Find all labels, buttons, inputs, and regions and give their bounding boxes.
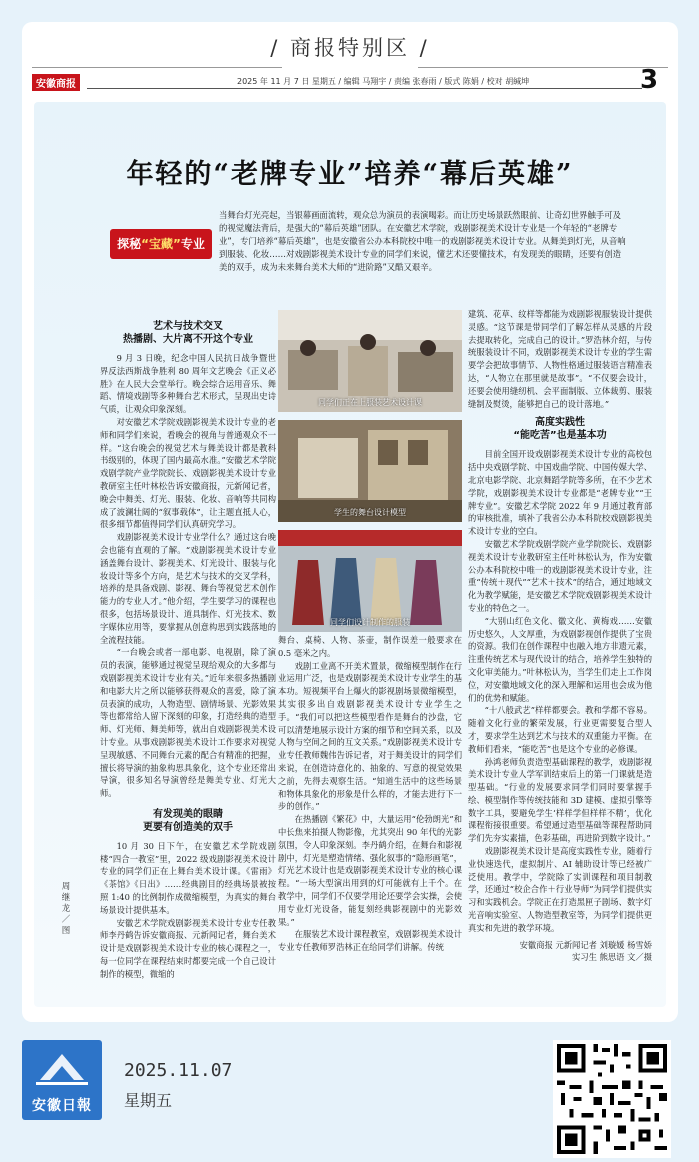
logo-emblem-icon (22, 1040, 102, 1095)
subheading-line: 艺术与技术交叉 (153, 321, 223, 332)
column-1 (100, 320, 276, 981)
logo-text: 安徽日報 (32, 1098, 92, 1114)
subheading (468, 416, 652, 442)
paragraph: 安徽艺术学院戏剧影视美术设计专业专任教师李丹鹤告诉安徽商报、元新闻记者，舞台美术设计是戏剧影视美术设计专业的核心课程之一，每一位同学在课程结束时都要完成一个自己设计制作的模型，微缩的 (100, 917, 276, 979)
paragraph: 戏剧影视美术设计是高度实践性专业，随着行业快速迭代，虚拟制片、AI 辅助设计等已经被广泛使用。教学中，学院除了实训课程和项目制教学，还通过“校企合作＋行业导师”为同学们提供实习和实践机会。学院正在打造黑匣子剧场、数字灯光音响实验室、人物造型教室等，为同学们提供更真实和先进的教学环境。 (468, 846, 652, 933)
tag-post: 专业 (180, 237, 205, 251)
masthead-meta: 2025 年 11 月 7 日 星期五 / 编辑 马翔宇 / 责编 张春雨 / 版式 陈娟 / 校对 胡缄坤 (237, 77, 530, 86)
photo-stage-model (278, 420, 462, 522)
paragraph: 舞台、桌椅、人物、茶壶，制作误差一般要求在 0.5 毫米之内。 (278, 635, 462, 658)
column-2 (278, 634, 462, 954)
qr-code[interactable] (553, 1040, 671, 1158)
qr-code-icon (553, 1040, 671, 1158)
footer-weekday: 星期五 (124, 1091, 173, 1110)
column-3 (468, 308, 652, 964)
paragraph: “大别山红色文化、徽文化、黄梅戏……安徽历史悠久，人文厚重，为戏剧影视创作提供了宝贵的资源。我们在创作课程中也融入地方非遗元素，注重传统艺术与现代设计的结合，培养学生独特的文化审美能力。”叶林松认为，当学生们走上工作岗位，对安徽地域文化的深入理解和运用也会成为他们的优势和赋能。 (468, 615, 652, 703)
page-number: 3 (640, 65, 659, 95)
paragraph: 孙鸿老师负责造型基础课程的教学，戏剧影视美术设计专业人学军训结束后上的第一门课就是造型基础。“行业的发展要求同学们同时要掌握手绘、模型制作等传统技能和 3D 建模、虚拟引擎等数字工具，要避免学生‘样样学但样样不精’，优化课程衔接很重要。希望通过造型基础等课程帮助同学们先夯实素描，色彩基础，再进阶到数字设计。” (468, 756, 652, 844)
byline-line: 安徽商报 元新闻记者 刘璇媛 杨雪娇 (519, 939, 652, 950)
paper-logo: 安徽商报 (32, 74, 80, 91)
paragraph: 10 月 30 日下午，在安徽艺术学院戏剧楼“四合一教室”里，2022 级戏剧影视美术设计专业的同学们正在上舞台美术设计课。《雷雨》《茶馆》《日出》……经典剧目的经典场景被按照 1:40 的比例制作成微缩模型，为真实的舞台场景设计提供基本。 (100, 840, 276, 915)
byline-line: 实习生 熊思语 文／摄 (572, 952, 652, 963)
paragraph: 在服装艺术设计课程教室，戏剧影视美术设计专业专任教师罗浩林正在给同学们讲解。传统 (278, 929, 462, 953)
paragraph: 9 月 3 日晚，纪念中国人民抗日战争暨世界反法西斯战争胜利 80 周年文艺晚会《正义必胜》在人民大会堂举行。晚会综合运用音乐、舞蹈、情境戏剧等多种舞台艺术形式，呈现出史诗气质，让观众印象深刻。 (100, 353, 276, 415)
photo-caption: 学生的舞台设计模型 (334, 508, 406, 517)
masthead-rule (87, 88, 642, 89)
tag-pre: 探秘 (117, 237, 142, 251)
paragraph: 目前全国开设戏剧影视美术设计专业的高校包括中央戏剧学院、中国戏曲学院、中国传媒大学、北京电影学院、北京舞蹈学院等多所，在不少艺术学院，戏剧影视美术设计专业都是“老牌专业”“王牌专业”。安徽艺术学院 2022 年 9 月通过教育部的审核批准，填补了我省公办本科院校戏剧影视美术设计专业的空白。 (468, 449, 652, 537)
subheading-line: 更要有创造美的双手 (143, 821, 233, 833)
newspaper-page (34, 102, 666, 1007)
footer-date: 2025.11.07 (124, 1060, 233, 1081)
paragraph: 对安徽艺术学院戏剧影视美术设计专业的老师和同学们来说，看晚会的视角与普通观众不一样。“这台晚会的视觉艺术与舞美设计都是教科书级别的，体现了国内最高水准。”安徽艺术学院戏剧学院产业学院院长、戏剧影视美术设计专业教研室主任叶林松告诉安徽商报，元新闻记者，晚会中舞美、灯光、服装、化妆、音响等共同构成了波澜壮阔的“叙事载体”，让主题直抵人心，很多细节都值得同学们认真研究学习。 (100, 416, 276, 530)
subheading-line: 热播剧、大片离不开这个专业 (123, 334, 253, 345)
lead-paragraph: 当舞台灯光亮起，当银幕画面流转，观众总为演员的表演喝彩。而让历史场景跃然眼前、让奇幻世界触手可及的视觉魔法背后，是强大的“幕后英雄”团队。在安徽艺术学院，戏剧影视美术设计专业是一个年轻的“老牌专业”，专门培养“幕后英雄”，也是安徽省公办本科院校中唯一的戏剧影视美术设计专业。从舞美到灯光，从音响到服装、化妆……对戏剧影视美术设计专业的同学们来说，懂艺术还要懂技术，有发现美的眼睛，还要有创造美的双手，成为未来舞台美术大师的“进阶路”又酷又艰辛。 (219, 210, 626, 272)
page-card (22, 22, 678, 1022)
section-title: / 商报特别区 / (270, 36, 430, 60)
subheading-line: “能吃苦”也是基本功 (513, 430, 607, 442)
paragraph: 建筑、花草、纹样等都能为戏剧影视服装设计提供灵感。“这节课是带同学们了解怎样从灵感的片段去提取转化，完成自己的设计。”罗浩林介绍，与传统服装设计不同，戏剧影视美术设计专业的学生需要学会把故事情节、人物性格通过服装语言精准表达，“人物立在那里就是故事”。“不仅要会设计，还要会使用缝纫机、会平面制版、立体裁剪、服装缝制及熨烫，能够把自己的设计落地。” (468, 309, 652, 409)
byline (468, 939, 652, 965)
paragraph: 在热播剧《繁花》中，大量运用“伦勃朗光”和中长焦来拍摄人物影像，尤其突出 90 年代的光影氛围，令人印象深刻。李丹鹤介绍，在舞台和影视剧中，灯光是塑造情绪、强化叙事的“隐形画笔”，灯光艺术设计也是戏剧影视美术设计专业的核心课程。“一场大型演出用到的灯可能就有上千个。在教学中，同学们不仅要学用论还要学会实操，会使用专业灯光设备，能复刻经典影视剧中的光影效果。” (278, 814, 462, 927)
paragraph: 戏剧影视美术设计专业学什么？通过这台晚会也能有直观的了解。“戏剧影视美术设计专业涵盖舞台设计、影视美术、灯光设计、服装与化妆设计等多个方向，是艺术与技术的交叉学科，培养的是具备戏剧、影视、舞台等视觉艺术创作能力的专业人才。”他介绍，学生要学习的课程也很多，包括场景设计、道具制作、灯光技术、数字媒体应用等，要掌握从创意构思到实践落地的全流程技能。 (100, 532, 276, 645)
paragraph: “十八般武艺”样样都要会。教和学都不容易。随着文化行业的繁荣发展，行业更需要复合型人才，要求学生达到艺术与技术的双重能力平衡。在教师们看来，“能吃苦”也是这个专业的必修课。 (468, 705, 652, 754)
photo-credit-vertical: 周继龙／图 (61, 882, 71, 936)
photo-costume-class (278, 310, 462, 412)
headline: 年轻的“老牌专业”培养“幕后英雄” (126, 159, 574, 190)
paragraph: “一台晚会或者一部电影、电视剧，除了演员的表演，能够通过视觉呈现给观众的大多都与戏剧影视美术设计专业有关。”近年来很多热播剧和电影大片之所以能够获得观众的喜爱，除了演员表演的成功，人物造型、剧情场景、光影效果等也都常给人留下深刻的印象，打造经典的造型师、灯光师、舞美师等，就出自戏剧影视美术设计专业。从事戏剧影视美术设计工作要求对视觉呈现敏感、不同舞台元素的配合有精准的把握，擅长将导演的抽象构思具象化，这个专业还常出导演，很多知名导演曾经是舞美专业、灯光大师。 (100, 647, 276, 799)
subheading-line: 高度实践性 (535, 417, 585, 429)
photo-caption: 同学们正在上服装艺术设计课 (318, 398, 422, 407)
paragraph: 戏剧工业离不开美术置景，微缩模型制作在行业运用广泛，也是戏剧影视美术设计专业学生的基本功。短视频平台上爆火的影视剧场景微缩模型，其实很多出自戏剧影视美术设计专业学生之手。“我们可以把这些模型看作是舞台的沙盘，它可以清楚地展示设计方案的细节和空间关系，以及人物与空间之间的互文关系。”戏剧影视美术设计专业专任教师魏伟告诉记者，对于舞美设计的同学们来说，在创造诗意化的、抽象的、写意的视觉效果之前，先得去观察生活。“知道生活中的这些场景和物体具象化的形象是什么样的，才能去进行下一步的创作。” (278, 660, 462, 812)
anhui-daily-logo (22, 1040, 102, 1120)
divider (418, 67, 668, 68)
divider (32, 67, 282, 68)
subheading (100, 808, 276, 834)
topic-tag (110, 229, 212, 259)
tag-highlight: “宝藏” (141, 237, 181, 251)
masthead (32, 65, 659, 95)
paragraph: 安徽艺术学院戏剧学院产业学院院长、戏剧影视美术设计专业教研室主任叶林松认为，作为安徽公办本科院校中唯一的戏剧影视美术设计专业，注重“传统＋现代”“艺术＋技术”的结合，通过地域文化为教学赋能，是安徽艺术学院戏剧影视美术设计专业的特色之一。 (468, 538, 652, 613)
subheading-line: 有发现美的眼睛 (153, 808, 223, 820)
photo-costumes (278, 530, 462, 632)
subheading (100, 320, 276, 346)
photo-caption: 同学们设计制作的服装 (330, 618, 410, 627)
